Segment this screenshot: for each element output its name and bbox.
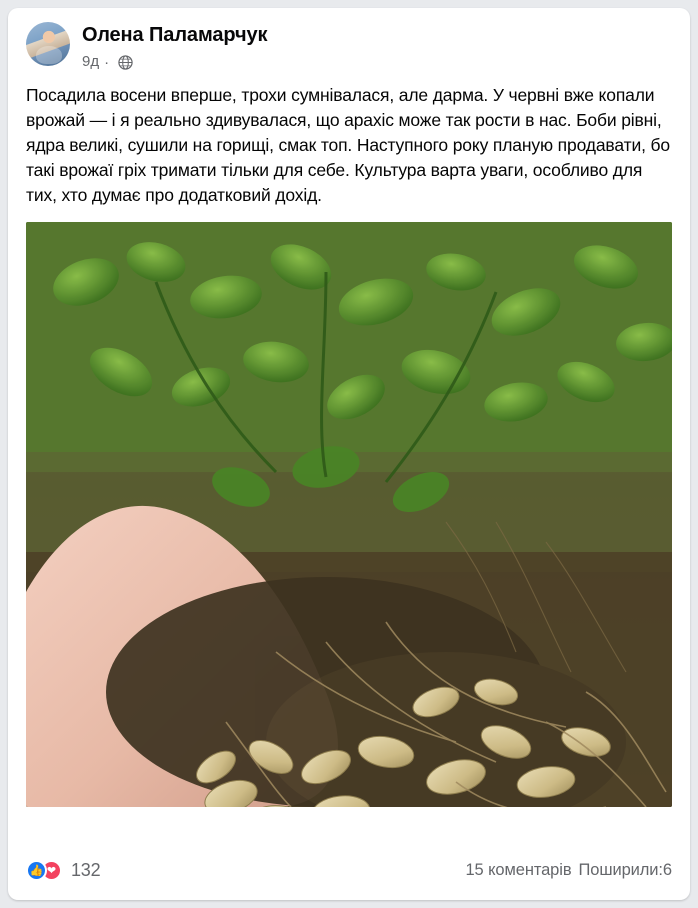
post-card [8, 8, 690, 900]
post-meta [82, 53, 267, 71]
shares-count[interactable]: Поширили:6 [578, 860, 672, 879]
reaction-count: 132 [71, 859, 101, 880]
post-image[interactable] [26, 222, 672, 807]
comments-count[interactable]: 15 коментарів [465, 860, 572, 879]
author-name[interactable]: Олена Паламарчук [82, 24, 268, 46]
post-footer [8, 840, 690, 900]
post-author-block [82, 22, 267, 71]
avatar[interactable] [26, 22, 70, 66]
reactions-summary[interactable] [26, 860, 100, 881]
post-header [8, 8, 690, 71]
post-timestamp[interactable]: 9д [82, 53, 100, 70]
reaction-icons [26, 860, 62, 881]
post-body-text: Посадила восени вперше, трохи сумнівалася, але дарма. У червні вже копали врожай — і я реально здивувалася, що арахіс може так рости в нас. Боби рівні, ядра великі, сушили на горищі, смак топ. Наступного року планую продавати, бо такі врожаї гріх тримати тільки для себе. Культура варта уваги, особливо для тих, хто думає про додатковий дохід. [26, 85, 675, 205]
thumbs-up-icon: 👍 [26, 860, 47, 881]
meta-separator: · [104, 53, 110, 71]
post-stats [465, 861, 672, 880]
globe-icon[interactable] [118, 55, 133, 70]
heart-icon: ❤ [41, 860, 62, 881]
